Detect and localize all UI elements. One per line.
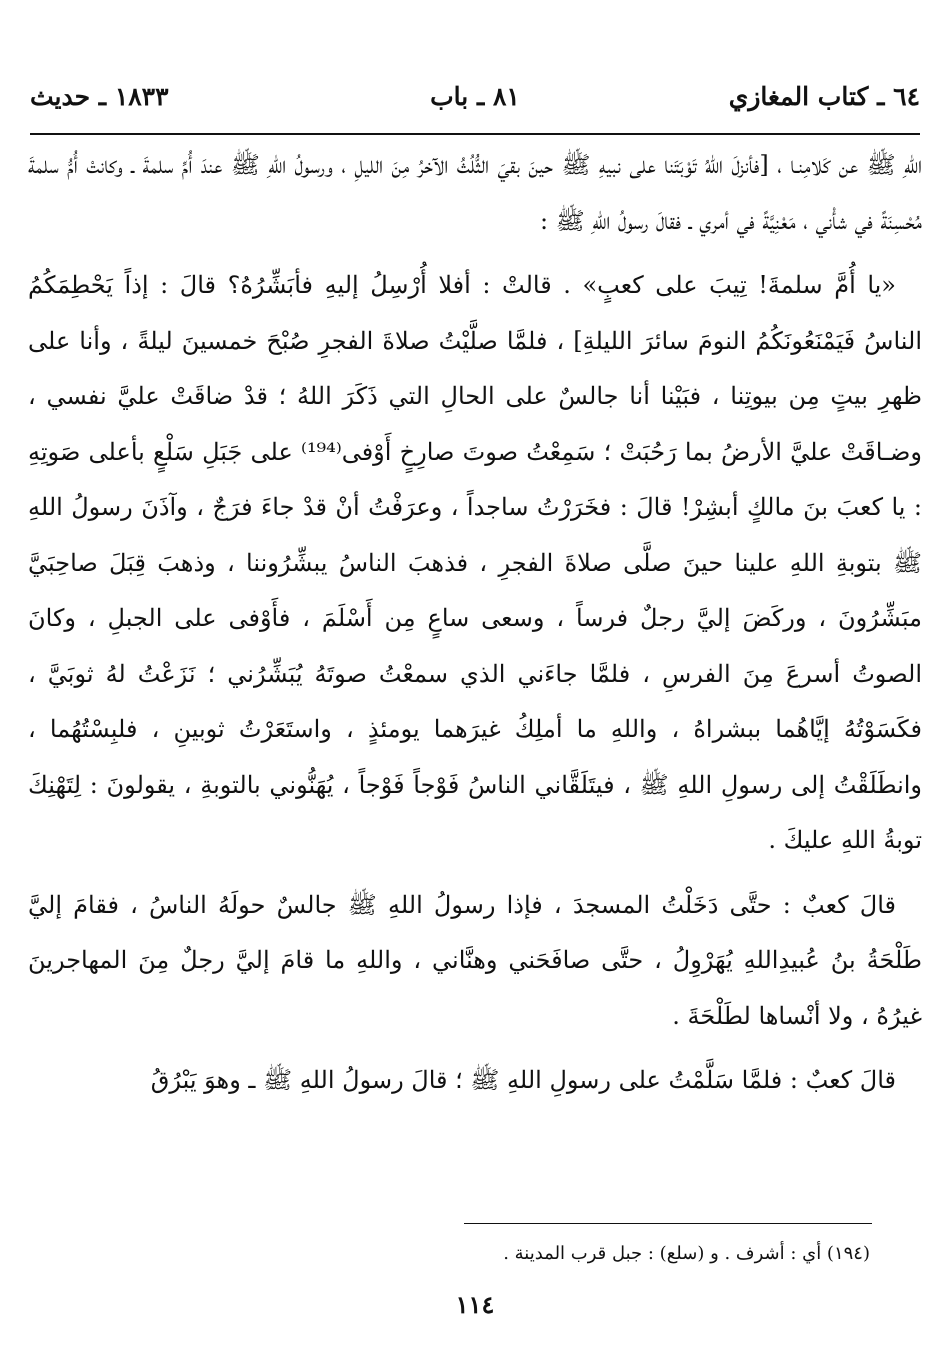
paragraph-1: اللهِ ﷺ عن كَلامِنـا ، [فأنزلَ اللهُ تَوْبَتَنا على نبيهِ ﷺ حينَ بقيَ الثُّلُثُ الآخرُ مِنَ الليلِ ، ورسولُ اللهِ ﷺ عندَ أُمِّ سلمةَ ـ وكانتْ أُمُّ سلمةَ مُحْسِنَةً في شأْني ، مَعْنِيَّةً في أمري ـ فقالَ رسولُ اللهِ ﷺ : xyxy=(28,151,922,235)
paragraph-4: قالَ كعبٌ : فلمَّا سَلَّمْتُ على رسولِ اللهِ ﷺ ؛ قالَ رسولُ اللهِ ﷺ ـ وهوَ يَبْرُقُ xyxy=(150,1066,896,1094)
header-book-title: ٦٤ ـ كتاب المغازي xyxy=(728,82,920,111)
footnote-divider xyxy=(464,1223,872,1224)
header-chapter: ٨١ ـ باب xyxy=(430,82,520,111)
header-divider xyxy=(30,133,920,135)
main-text xyxy=(28,138,922,1118)
page-number: ١١٤ xyxy=(455,1290,495,1319)
paragraph-3: قالَ كعبٌ : حتَّى دَخَلْتُ المسجدَ ، فإذا رسولُ اللهِ ﷺ جالسٌ حولَهُ الناسُ ، فقامَ إليَّ طَلْحَةُ بنُ عُبيدِاللهِ يُهَرْوِلُ ، حتَّى صافَحَني وهنَّاني ، واللهِ ما قامَ إليَّ رجلٌ مِنَ المهاجرينَ غيرُهُ ، ولا أنْساها لطَلْحَةَ . xyxy=(28,890,922,1030)
paragraph-2: «يا أُمَّ سلمةَ! تِيبَ على كعبٍ» . قالتْ : أفلا أُرْسِلُ إليهِ فأبَشِّرُهُ؟ قالَ : إذاً يَحْطِمَكُمُ الناسُ فَيَمْنَعُونَكُمُ النومَ سائرَ الليلةِ] ، فلمَّا صلَّيْتُ صلاةَ الفجرِ صُبْحَ خمسينَ ليلةً ، وأنا على ظهرِ بيتٍ مِن بيوتِنا ، فبَيْنا أنا جالسٌ على الحالِ التي ذَكَرَ اللهُ ؛ قدْ ضاقَتْ عليَّ نفسي ، وضـاقَتْ عليَّ الأرضُ بما رَحُبَتْ ؛ سَمِعْتُ صوتَ صارِخٍ أَوْفى⁽¹⁹⁴⁾ على جَبَلِ سَلْعٍ بأعلى صَوتِهِ : يا كعبَ بنَ مالكٍ أبشِرْ! قالَ : فخَرَرْتُ ساجداً ، وعرَفْتُ أنْ قدْ جاءَ فرَجٌ ، وآذَنَ رسولُ اللهِ ﷺ بتوبةِ اللهِ علينا حينَ صلَّى صلاةَ الفجرِ ، فذهبَ الناسُ يبشِّرُوننا ، وذهبَ قِبَلَ صاحِبَيَّ مبَشِّرُونَ ، وركَضَ إليَّ رجلٌ فرساً ، وسعى ساعٍ مِن أَسْلَمَ ، فأَوْفى على الجبلِ ، وكانَ الصوتُ أسرعَ مِنَ الفرسِ ، فلمَّا جاءَني الذي سمعْتُ صوتَهُ يُبَشِّرُني ؛ نَزَعْتُ لهُ ثوبَيَّ ، فكَسَوْتُهُ إيَّاهُما ببشراهُ ، واللهِ ما أملِكُ غيرَهما يومئذٍ ، واستَعَرْتُ ثوبينِ ، فلبِسْتُهُما ، وانطَلَقْتُ إلى رسولِ اللهِ ﷺ ، فيتَلَقَّاني الناسُ فَوْجاً فَوْجاً ، يُهَنُّوني بالتوبةِ ، يقولونَ : لِتَهْنِكَ توبةُ اللهِ عليكَ . xyxy=(28,271,923,854)
running-header xyxy=(30,82,920,128)
header-hadith-number: ١٨٣٣ ـ حديث xyxy=(30,82,169,111)
footnote: (١٩٤) أي : أشرف . و (سلع) : جبل قرب المدينة . xyxy=(503,1243,870,1264)
